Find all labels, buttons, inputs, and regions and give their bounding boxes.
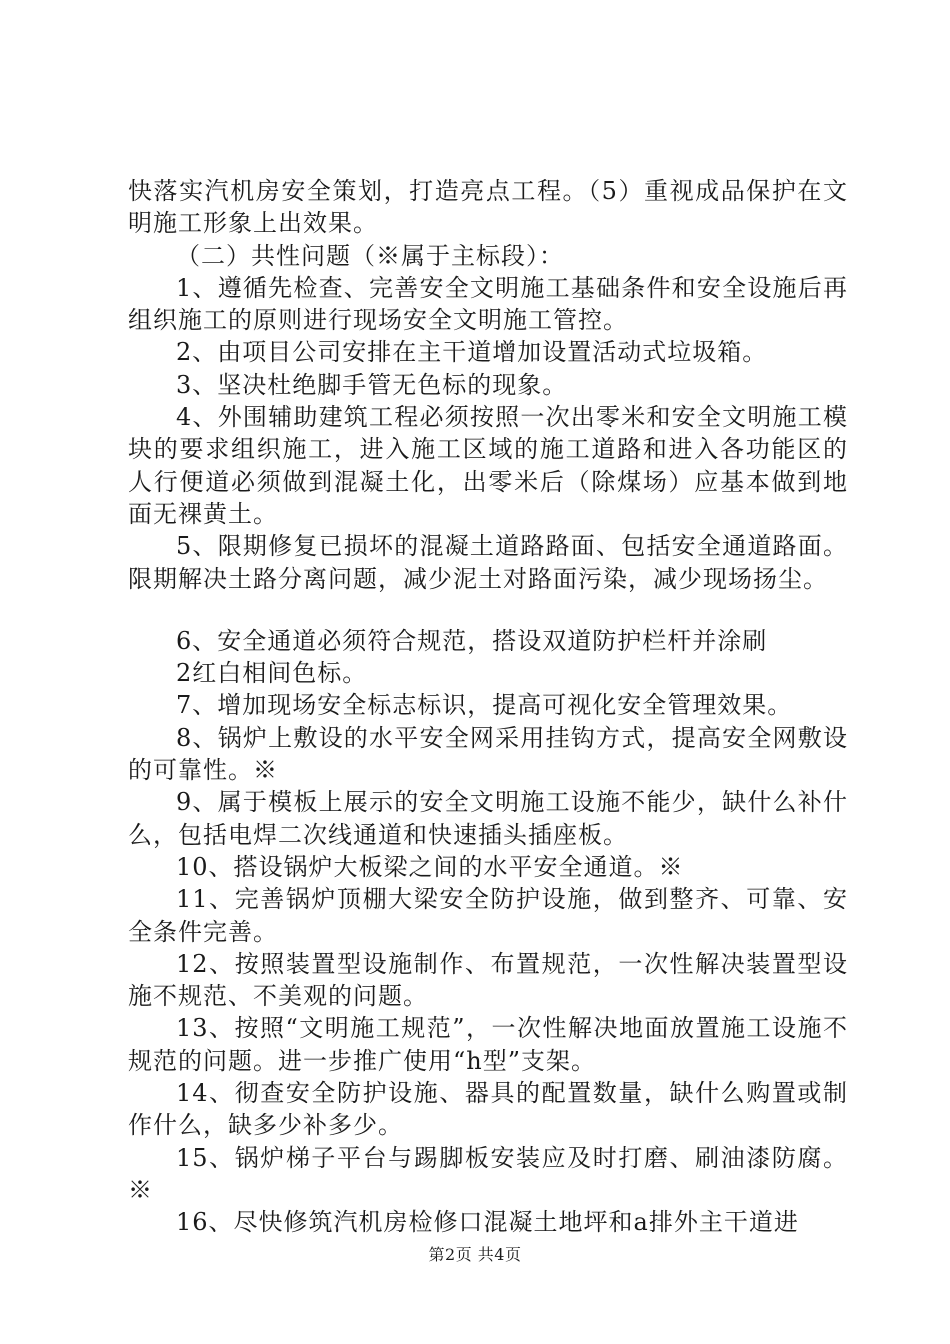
page-footer: 第2页 共4页: [428, 1245, 522, 1264]
list-item: 11、完善锅炉顶棚大梁安全防护设施，做到整齐、可靠、安全条件完善。: [128, 885, 848, 946]
list-item: 7、增加现场安全标志标识，提高可视化安全管理效果。: [176, 691, 793, 720]
list-item: 6、安全通道必须符合规范，搭设双道防护栏杆并涂刷: [176, 626, 768, 655]
list-item: 12、按照装置型设施制作、布置规范，一次性解决装置型设施不规范、不美观的问题。: [128, 949, 848, 1011]
list-item: 2、由项目公司安排在主干道增加设置活动式垃圾箱。: [176, 338, 768, 367]
list-item: 14、彻查安全防护设施、器具的配置数量，缺什么购置或制作什么，缺多少补多少。: [128, 1079, 848, 1140]
section-heading: （二）共性问题（※属于主标段）：: [176, 241, 564, 270]
list-item: 4、外围辅助建筑工程必须按照一次出零米和安全文明施工模块的要求组织施工，进入施工区域的施工道路和进入各功能区的人行便道必须做到混凝土化，出零米后（除煤场）应基本做到地面无裸黄土。: [128, 403, 848, 528]
list-item: 16、尽快修筑汽机房检修口混凝土地坪和a排外主干道进: [176, 1208, 799, 1237]
list-item: 9、属于模板上展示的安全文明施工设施不能少，缺什么补什么，包括电焊二次线通道和快速插头插座板。: [128, 788, 848, 849]
list-item: 3、坚决杜绝脚手管无色标的现象。: [176, 370, 568, 399]
list-item: 5、限期修复已损坏的混凝土道路路面、包括安全通道路面。限期解决土路分离问题，减少泥土对路面污染，减少现场扬尘。: [128, 532, 848, 593]
list-item: 10、搭设锅炉大板梁之间的水平安全通道。※: [176, 852, 684, 881]
list-item: 1、遵循先检查、完善安全文明施工基础条件和安全设施后再组织施工的原则进行现场安全文明施工管控。: [128, 273, 848, 335]
list-item-continuation: 2红白相间色标。: [176, 659, 368, 688]
list-item: 15、锅炉梯子平台与踢脚板安装应及时打磨、刷油漆防腐。※: [128, 1143, 848, 1204]
list-item: 8、锅炉上敷设的水平安全网采用挂钩方式，提高安全网敷设的可靠性。※: [128, 723, 848, 785]
list-item: 13、按照“文明施工规范”，一次性解决地面放置施工设施不规范的问题。进一步推广使用“h型”支架。: [128, 1014, 848, 1075]
document-body: [128, 175, 848, 1239]
paragraph-continuation: 快落实汽机房安全策划，打造亮点工程。（5）重视成品保护在文明施工形象上出效果。: [128, 177, 848, 238]
